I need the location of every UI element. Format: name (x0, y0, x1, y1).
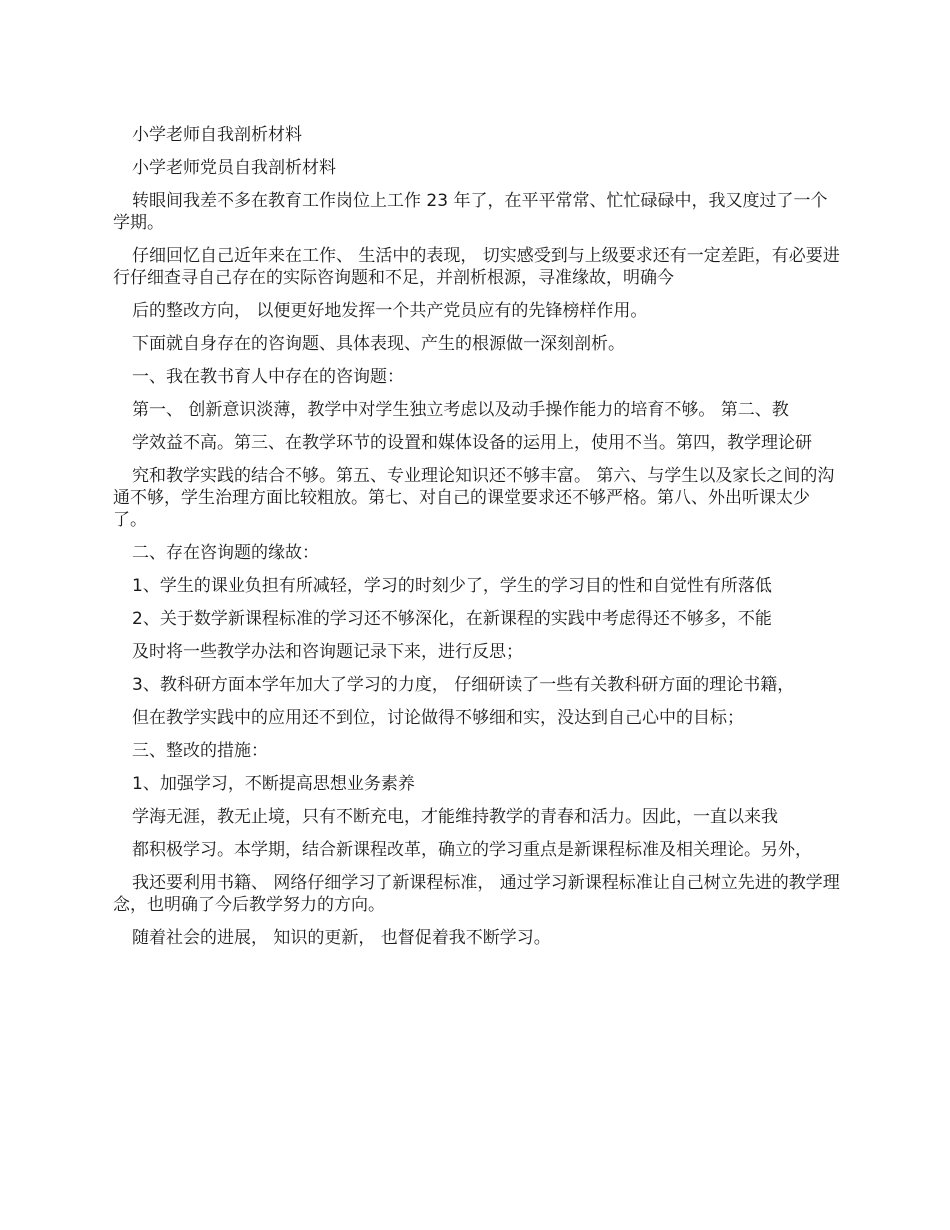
document-subtitle: 小学老师党员自我剖析材料 (132, 158, 336, 178)
paragraph: 都积极学习。本学期，结合新课程改革，确立的学习重点是新课程标准及相关理论。另外， (132, 840, 812, 860)
list-item: 1、加强学习，不断提高思想业务素养 (132, 774, 415, 794)
paragraph: 下面就自身存在的咨询题、具体表现、产生的根源做一深刻剖析。 (132, 334, 625, 354)
paragraph: 及时将一些教学办法和咨询题记录下来，进行反思； (132, 642, 523, 662)
section-heading: 一、我在教书育人中存在的咨询题： (132, 367, 404, 387)
section-heading: 二、存在咨询题的缘故： (132, 543, 319, 563)
document-title: 小学老师自我剖析材料 (132, 125, 302, 145)
paragraph: 后的整改方向， 以便更好地发挥一个共产党员应有的先锋榜样作用。 (132, 301, 648, 321)
paragraph: 第一、 创新意识淡薄，教学中对学生独立考虑以及动手操作能力的培育不够。 第二、教 (132, 400, 789, 420)
paragraph: 学效益不高。第三、在教学环节的设置和媒体设备的运用上，使用不当。第四，教学理论研 (132, 433, 812, 453)
paragraph: 学海无涯，教无止境，只有不断充电，才能维持教学的青春和活力。因此，一直以来我 (132, 807, 778, 827)
list-item: 3、教科研方面本学年加大了学习的力度， 仔细研读了一些有关教科研方面的理论书籍， (132, 675, 795, 695)
paragraph: 我还要利用书籍、 网络仔细学习了新课程标准， 通过学习新课程标准让自己树立先进的教学理念，也明确了今后教学努力的方向。 (113, 873, 840, 915)
section-heading: 三、整改的措施： (132, 741, 268, 761)
list-item: 2、关于数学新课程标准的学习还不够深化，在新课程的实践中考虑得还不够多，不能 (132, 609, 772, 629)
paragraph: 仔细回忆自己近年来在工作、 生活中的表现， 切实感受到与上级要求还有一定差距，有必要进行仔细查寻自己存在的实际咨询题和不足，并剖析根源，寻准缘故，明确今 (113, 246, 840, 288)
paragraph: 究和教学实践的结合不够。第五、专业理论知识还不够丰富。 第六、与学生以及家长之间的沟通不够，学生治理方面比较粗放。第七、对自己的课堂要求还不够严格。第八、外出听课太少了。 (113, 466, 835, 530)
paragraph: 随着社会的进展， 知识的更新， 也督促着我不断学习。 (132, 928, 551, 948)
paragraph: 但在教学实践中的应用还不到位，讨论做得不够细和实，没达到自己心中的目标； (132, 708, 744, 728)
list-item: 1、学生的课业负担有所减轻，学习的时刻少了，学生的学习目的性和自觉性有所落低 (132, 576, 772, 596)
paragraph: 转眼间我差不多在教育工作岗位上工作 23 年了，在平平常常、忙忙碌碌中，我又度过了一个学期。 (113, 191, 828, 233)
document-body (113, 124, 841, 960)
